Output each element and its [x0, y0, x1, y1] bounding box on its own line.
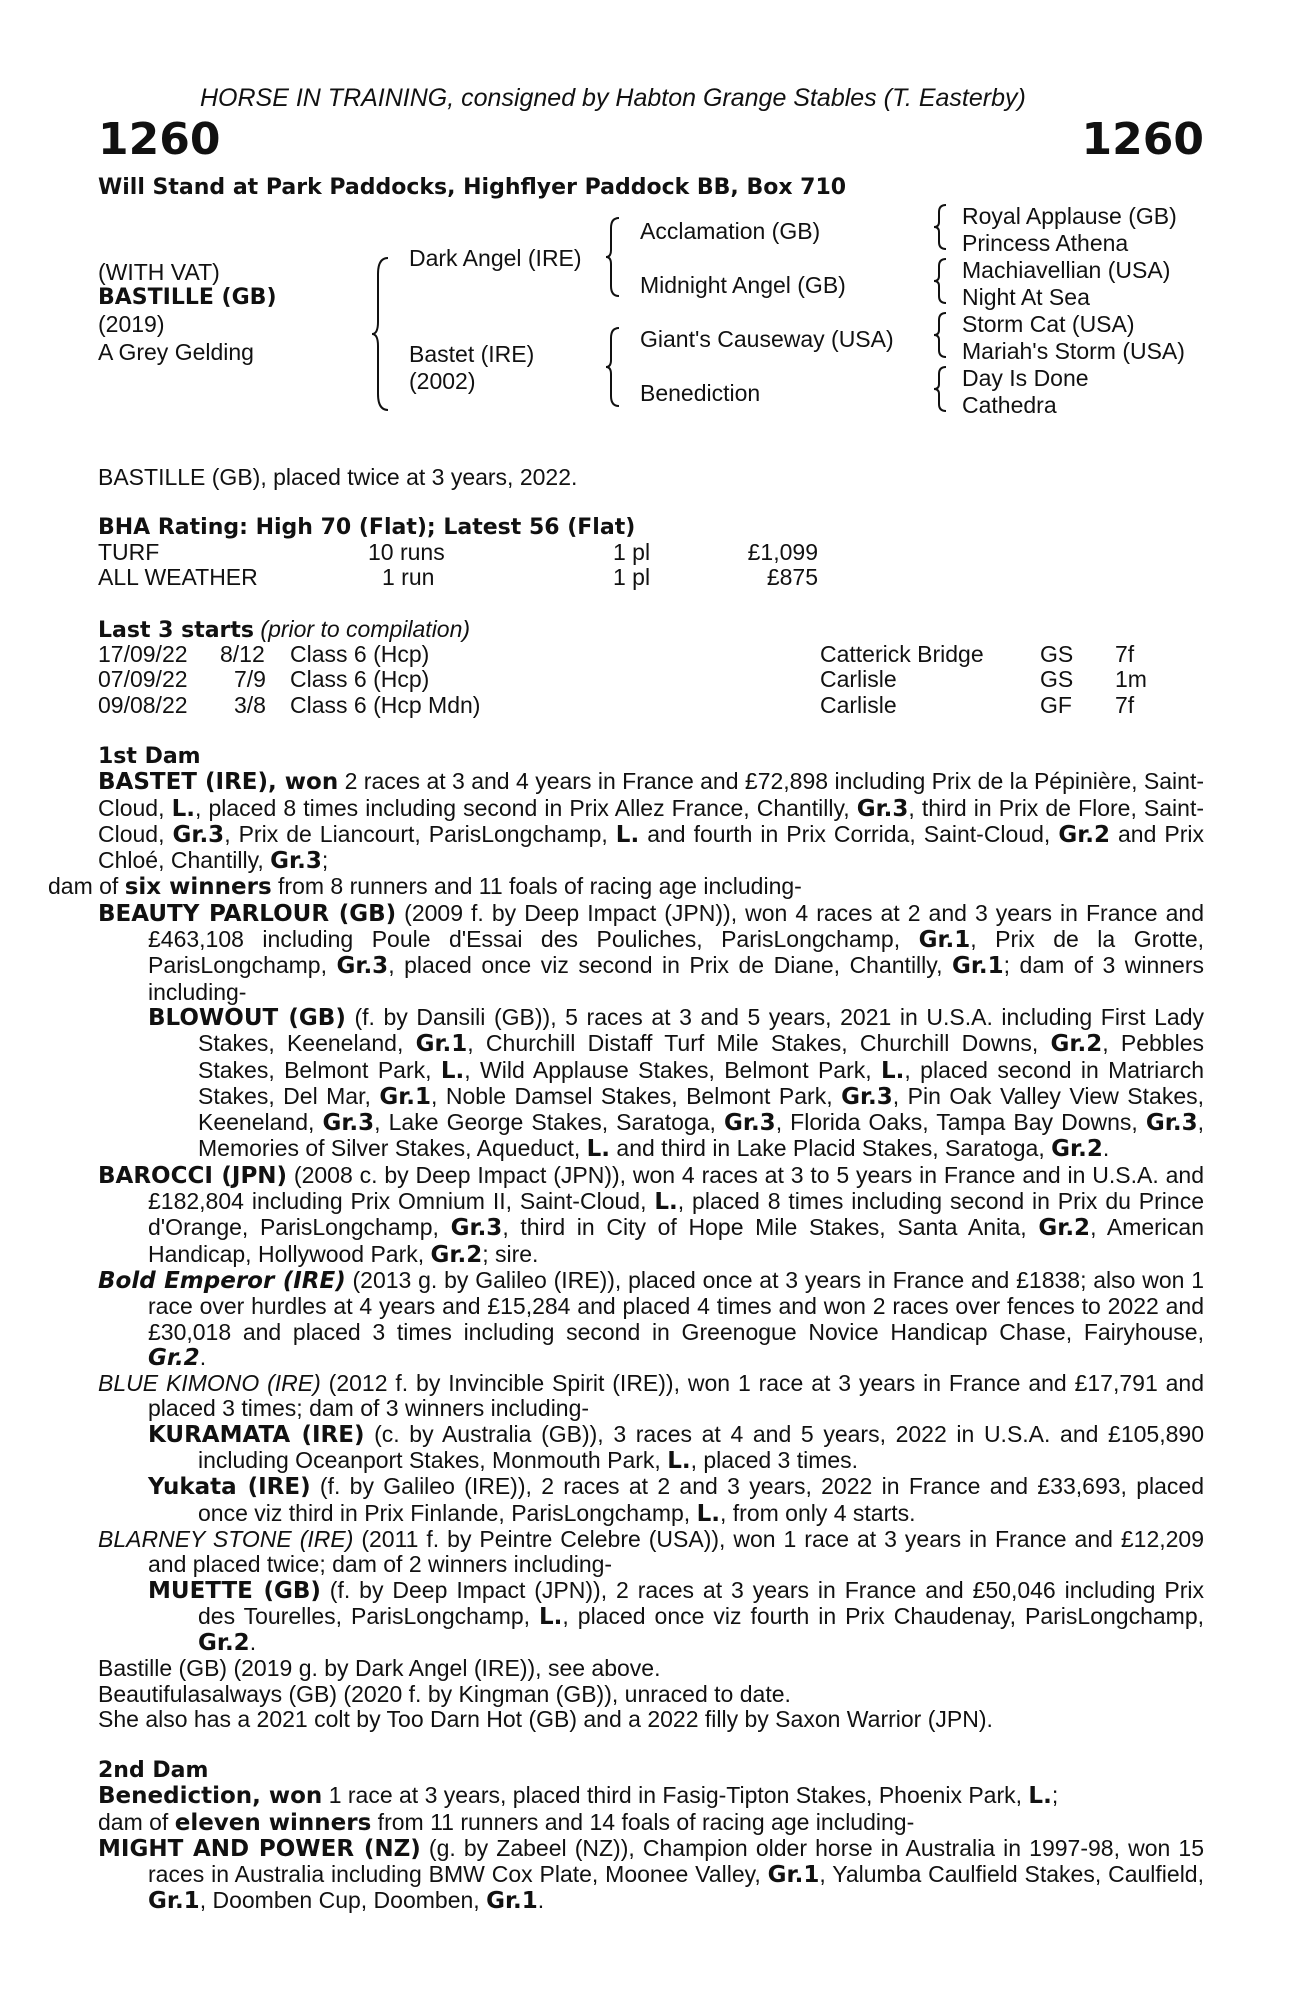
- start-distance: 7f: [1115, 691, 1135, 718]
- grade: L.: [615, 821, 640, 848]
- summary-line: BASTILLE (GB), placed twice at 3 years, 2022.: [98, 464, 578, 490]
- progeny-blarney-stone: BLARNEY STONE (IRE) (2011 f. by Peintre Celebre (USA)), won 1 race at 3 years in France and £12,209 and placed twice; dam of 2 winners including-: [98, 1525, 1205, 1578]
- start-race: Class 6 (Hcp): [290, 641, 430, 667]
- start-date: 09/08/22: [98, 691, 188, 718]
- start-going: GS: [1040, 666, 1074, 693]
- pedigree-ssd: Princess Athena: [962, 230, 1129, 256]
- start-date: 17/09/22: [98, 641, 188, 667]
- horse-year: (2019): [98, 311, 165, 337]
- pedigree-brace-dam: [606, 326, 622, 408]
- second-dam-damof: dam of eleven winners from 11 runners and 14 foals of racing age including-: [98, 1808, 915, 1836]
- pedigree-brace-dd: [934, 365, 948, 413]
- start-course: Carlisle: [820, 666, 897, 693]
- first-dam-name: BASTET (IRE), won: [98, 769, 339, 796]
- start-going: GS: [1040, 641, 1074, 667]
- start-course: Catterick Bridge: [820, 641, 984, 667]
- progeny-name: KURAMATA (IRE): [148, 1421, 365, 1448]
- first-dam-also: She also has a 2021 colt by Too Darn Hot (GB) and a 2022 filly by Saxon Warrior (JPN).: [98, 1705, 993, 1732]
- start-position: 3/8: [234, 691, 266, 718]
- horse-description: A Grey Gelding: [98, 339, 254, 365]
- progeny-barocci: BAROCCI (JPN) (2008 c. by Deep Impact (JPN)), won 4 races at 3 to 5 years in France and in U.S.A. and £182,804 including Prix Omnium II, Saint-Cloud, L., placed 8 times including second in Prix du Prince d'Orange, ParisLongchamp, Gr.3, third in City of Hope Mile Stakes, Santa Anita, Gr.2, American Handicap, Hollywood Park, Gr.2; sire.: [98, 1161, 1204, 1268]
- pedigree-dss: Storm Cat (USA): [962, 311, 1135, 337]
- progeny-name: BLUE KIMONO (IRE): [98, 1370, 321, 1397]
- pedigree-sss: Royal Applause (GB): [962, 203, 1177, 229]
- progeny-name: BEAUTY PARLOUR (GB): [98, 900, 397, 927]
- rating-table: [98, 540, 838, 591]
- second-dam-intro: Benediction, won 1 race at 3 years, placed third in Fasig-Tipton Stakes, Phoenix Park, L.;: [98, 1782, 1059, 1810]
- rating-row: [98, 565, 838, 590]
- pedigree-dam-year: (2002): [409, 368, 476, 394]
- pedigree-sds: Machiavellian (USA): [962, 257, 1171, 283]
- start-race: Class 6 (Hcp Mdn): [290, 691, 481, 718]
- first-dam-section: [48, 744, 1205, 1732]
- start-distance: 1m: [1115, 666, 1147, 693]
- vat-note: (WITH VAT): [98, 259, 220, 285]
- grade: Gr.3: [856, 795, 909, 822]
- pedigree-dam-dam: Benediction: [640, 380, 761, 406]
- start-race: Class 6 (Hcp): [290, 666, 430, 693]
- pedigree-dam: Bastet (IRE): [409, 341, 535, 367]
- progeny-name: Yukata (IRE): [148, 1474, 311, 1501]
- rating-surface: ALL WEATHER: [98, 564, 258, 591]
- winners-count: eleven winners: [174, 1809, 372, 1836]
- winners-count: six winners: [124, 874, 272, 901]
- progeny-blue-kimono: BLUE KIMONO (IRE) (2012 f. by Invincible Spirit (IRE)), won 1 race at 3 years in France and £17,791 and placed 3 times; dam of 3 winners including-: [98, 1370, 1204, 1422]
- rating-row: [98, 540, 838, 565]
- rating-title: BHA Rating: High 70 (Flat); Latest 56 (Flat): [98, 515, 636, 540]
- progeny-kuramata: KURAMATA (IRE) (c. by Australia (GB)), 3 races at 4 and 5 years, 2022 in U.S.A. and £105,890 including Oceanport Stakes, Monmouth Park, L., placed 3 times.: [148, 1420, 1204, 1475]
- pedigree-sire: Dark Angel (IRE): [409, 245, 582, 271]
- progeny-name: Bold Emperor (IRE): [98, 1267, 346, 1294]
- pedigree-brace-sire: [606, 216, 622, 298]
- start-row: [98, 693, 1198, 718]
- start-row: [98, 642, 1198, 667]
- progeny-beautifulasalways: Beautifulasalways (GB) (2020 f. by Kingman (GB)), unraced to date.: [98, 1680, 791, 1707]
- text: , placed 8 times including second in Prix Allez France, Chantilly,: [194, 794, 857, 821]
- text: ;: [321, 847, 329, 874]
- start-position: 8/12: [220, 641, 265, 667]
- grade: Gr.3: [270, 848, 322, 875]
- rating-runs: 1 run: [382, 564, 435, 591]
- start-row: [98, 667, 1198, 692]
- consignor-line: HORSE IN TRAINING, consigned by Habton Grange Stables (T. Easterby): [200, 84, 1026, 112]
- start-date: 07/09/22: [98, 666, 188, 693]
- grade: L.: [171, 795, 195, 822]
- progeny-name: BLOWOUT (GB): [148, 1004, 346, 1031]
- lot-number-left: 1260: [98, 114, 221, 165]
- last-starts-title: Last 3 starts: [98, 618, 255, 643]
- progeny-blowout: BLOWOUT (GB) (f. by Dansili (GB)), 5 races at 3 and 5 years, 2021 in U.S.A. including First Lady Stakes, Keeneland, Gr.1, Churchill Distaff Turf Mile Stakes, Churchill Downs, Gr.2, Pebbles Stakes, Belmont Park, L., Wild Applause Stakes, Belmont Park, L., placed second in Matriarch Stakes, Del Mar, Gr.1, Noble Damsel Stakes, Belmont Park, Gr.3, Pin Oak Valley View Stakes, Keeneland, Gr.3, Lake George Stakes, Saratoga, Gr.3, Florida Oaks, Tampa Bay Downs, Gr.3, Memories of Silver Stakes, Aqueduct, L. and third in Lake Placid Stakes, Saratoga, Gr.2.: [148, 1003, 1204, 1163]
- pedigree-ddd: Cathedra: [962, 392, 1057, 418]
- progeny-name: MUETTE (GB): [148, 1577, 321, 1604]
- rating-surface: TURF: [98, 539, 160, 565]
- text: and Prix Chloé, Chantilly,: [98, 820, 1204, 874]
- text: and fourth in Prix Corrida, Saint-Cloud,: [639, 820, 1059, 847]
- pedigree-sdd: Night At Sea: [962, 284, 1090, 310]
- progeny-yukata: Yukata (IRE) (f. by Galileo (IRE)), 2 races at 2 and 3 years, 2022 in France and £33,693, placed once viz third in Prix Finlande, ParisLongchamp, L., from only 4 starts.: [148, 1473, 1204, 1527]
- pedigree-dam-sire: Giant's Causeway (USA): [640, 326, 894, 352]
- last-starts-note: (prior to compilation): [260, 616, 471, 642]
- pedigree-brace-sd: [934, 257, 948, 305]
- start-distance: 7f: [1115, 641, 1135, 667]
- progeny-name: BAROCCI (JPN): [98, 1162, 288, 1189]
- pedigree-sire-dam: Midnight Angel (GB): [640, 272, 846, 298]
- start-course: Carlisle: [820, 691, 897, 718]
- pedigree-dsd: Mariah's Storm (USA): [962, 338, 1185, 364]
- progeny-beauty-parlour: BEAUTY PARLOUR (GB) (2009 f. by Deep Impact (JPN)), won 4 races at 2 and 3 years in France and £463,108 including Poule d'Essai des Pouliches, ParisLongchamp, Gr.1, Prix de la Grotte, ParisLongchamp, Gr.3, placed once viz second in Prix de Diane, Chantilly, Gr.1; dam of 3 winners including-: [98, 899, 1205, 1005]
- rating-placed: 1 pl: [613, 539, 651, 565]
- progeny-name: MIGHT AND POWER (NZ): [98, 1835, 421, 1862]
- text: 2 races at 3 and 4 years in France and £72,898 including Prix de la Pépinière, Saint-Cloud,: [98, 768, 1205, 821]
- text: , third in Prix de Flore, Saint-Cloud,: [98, 794, 1205, 847]
- start-going: GF: [1040, 691, 1072, 718]
- progeny-bastille: Bastille (GB) (2019 g. by Dark Angel (IRE)), see above.: [98, 1655, 661, 1682]
- progeny-might-and-power: MIGHT AND POWER (NZ) (g. by Zabeel (NZ)), Champion older horse in Australia in 1997-98, won 15 races in Australia including BMW Cox Plate, Moonee Valley, Gr.1, Yalumba Caulfield Stakes, Caulfield, Gr.1, Doomben Cup, Doomben, Gr.1.: [98, 1834, 1204, 1915]
- pedigree-brace-ss: [934, 203, 948, 251]
- pedigree-dds: Day Is Done: [962, 365, 1089, 391]
- first-dam-heading: 1st Dam: [98, 744, 201, 769]
- second-dam-name: Benediction, won: [98, 1783, 323, 1810]
- progeny-muette: MUETTE (GB) (f. by Deep Impact (JPN)), 2 races at 3 years in France and £50,046 including Prix des Tourelles, ParisLongchamp, L., placed once viz fourth in Prix Chaudenay, ParisLongchamp, Gr.2.: [148, 1576, 1205, 1657]
- grade: Gr.3: [172, 821, 225, 848]
- stand-location: Will Stand at Park Paddocks, Highflyer Paddock BB, Box 710: [98, 175, 847, 200]
- rating-runs: 10 runs: [368, 539, 445, 565]
- second-dam-heading: 2nd Dam: [98, 1758, 209, 1783]
- first-dam-damof: dam of six winners from 8 runners and 11 foals of racing age including-: [48, 873, 802, 901]
- pedigree-brace-main: [372, 256, 392, 412]
- progeny-bold-emperor: Bold Emperor (IRE) (2013 g. by Galileo (IRE)), placed once at 3 years in France and £1838; also won 1 race over hurdles at 4 years and £15,284 and placed 4 times and won 2 races over fences to 2022 and £30,018 and placed 3 times including second in Greenogue Novice Handicap Chase, Fairyhouse, Gr.2.: [98, 1266, 1204, 1371]
- pedigree-sire-sire: Acclamation (GB): [640, 218, 821, 244]
- rating-earnings: £1,099: [747, 539, 818, 565]
- rating-placed: 1 pl: [613, 564, 651, 591]
- grade: Gr.2: [1058, 821, 1110, 848]
- start-position: 7/9: [234, 666, 266, 693]
- last-starts-heading: [98, 617, 470, 643]
- second-dam-section: [98, 1758, 1204, 1915]
- horse-name: BASTILLE (GB): [98, 285, 277, 310]
- text: , Prix de Liancourt, ParisLongchamp,: [224, 820, 616, 847]
- pedigree-brace-ds: [934, 311, 948, 359]
- lot-number-right: 1260: [1081, 114, 1204, 165]
- first-dam-intro: [98, 769, 1204, 874]
- last-starts-table: [98, 642, 1198, 718]
- progeny-name: BLARNEY STONE (IRE): [98, 1525, 354, 1552]
- rating-earnings: £875: [766, 564, 818, 591]
